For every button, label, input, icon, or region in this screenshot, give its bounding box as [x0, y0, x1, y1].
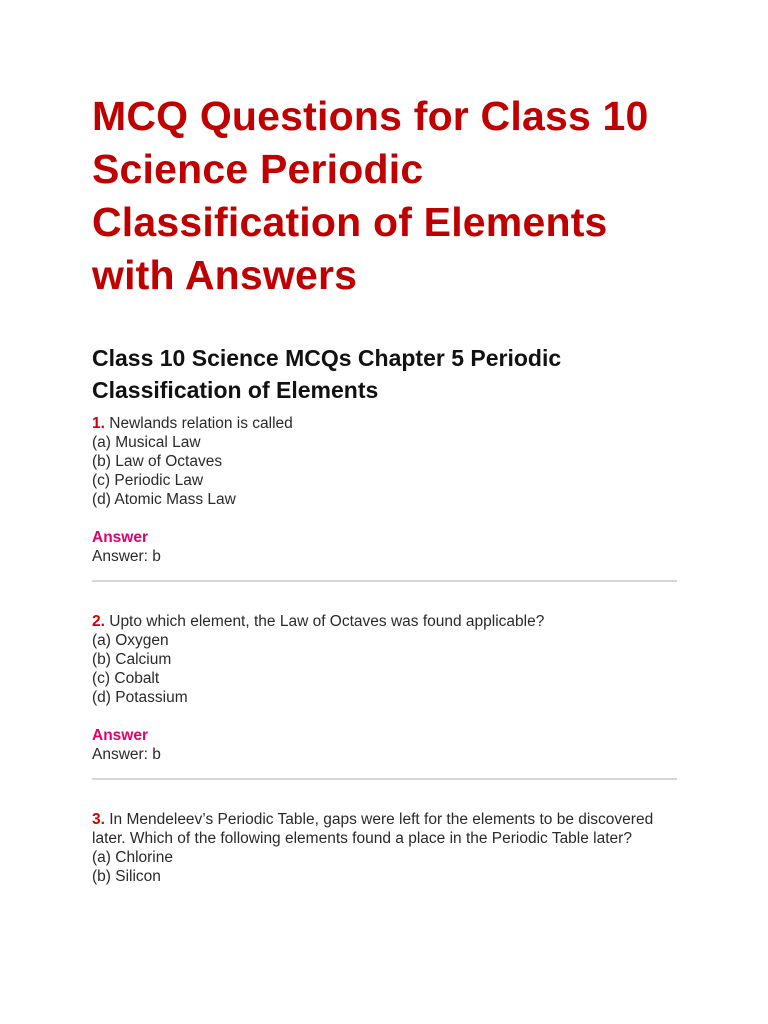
page-title: MCQ Questions for Class 10 Science Periodic Classification of Elements with Answers [92, 93, 649, 298]
question-2-number: 2. [92, 613, 105, 630]
question-1-option-d: (d) Atomic Mass Law [92, 491, 236, 508]
question-2-answer: Answer: b [92, 746, 161, 763]
question-2-text: Upto which element, the Law of Octaves was found applicable? [104, 613, 545, 630]
divider-2 [92, 778, 677, 780]
question-1-answer-toggle[interactable]: Answer [92, 529, 148, 546]
question-3-prompt [92, 810, 682, 848]
question-3-text: In Mendeleev’s Periodic Table, gaps were left for the elements to be discovered later. Which of the following elements found a place in the Periodic Table later? [92, 811, 654, 847]
question-1-option-b: (b) Law of Octaves [92, 453, 223, 470]
divider-1 [92, 580, 677, 582]
question-1-answer: Answer: b [92, 548, 161, 565]
question-1-option-c: (c) Periodic Law [92, 472, 204, 489]
question-2-option-a: (a) Oxygen [92, 632, 169, 649]
question-1-text: Newlands relation is called [104, 415, 293, 432]
question-3 [92, 810, 682, 886]
question-3-option-b: (b) Silicon [92, 868, 161, 885]
question-1 [92, 414, 682, 509]
question-3-option-a: (a) Chlorine [92, 849, 173, 866]
question-2-prompt [92, 612, 682, 631]
question-2-answer-toggle[interactable]: Answer [92, 727, 148, 744]
chapter-subtitle: Class 10 Science MCQs Chapter 5 Periodic Classification of Elements [92, 345, 562, 403]
document-page [92, 90, 682, 886]
question-1-number: 1. [92, 415, 105, 432]
question-2-option-c: (c) Cobalt [92, 670, 160, 687]
question-1-prompt [92, 414, 682, 433]
question-1-option-a: (a) Musical Law [92, 434, 201, 451]
question-2 [92, 612, 682, 707]
question-2-option-d: (d) Potassium [92, 689, 188, 706]
question-2-option-b: (b) Calcium [92, 651, 172, 668]
question-3-number: 3. [92, 811, 105, 828]
